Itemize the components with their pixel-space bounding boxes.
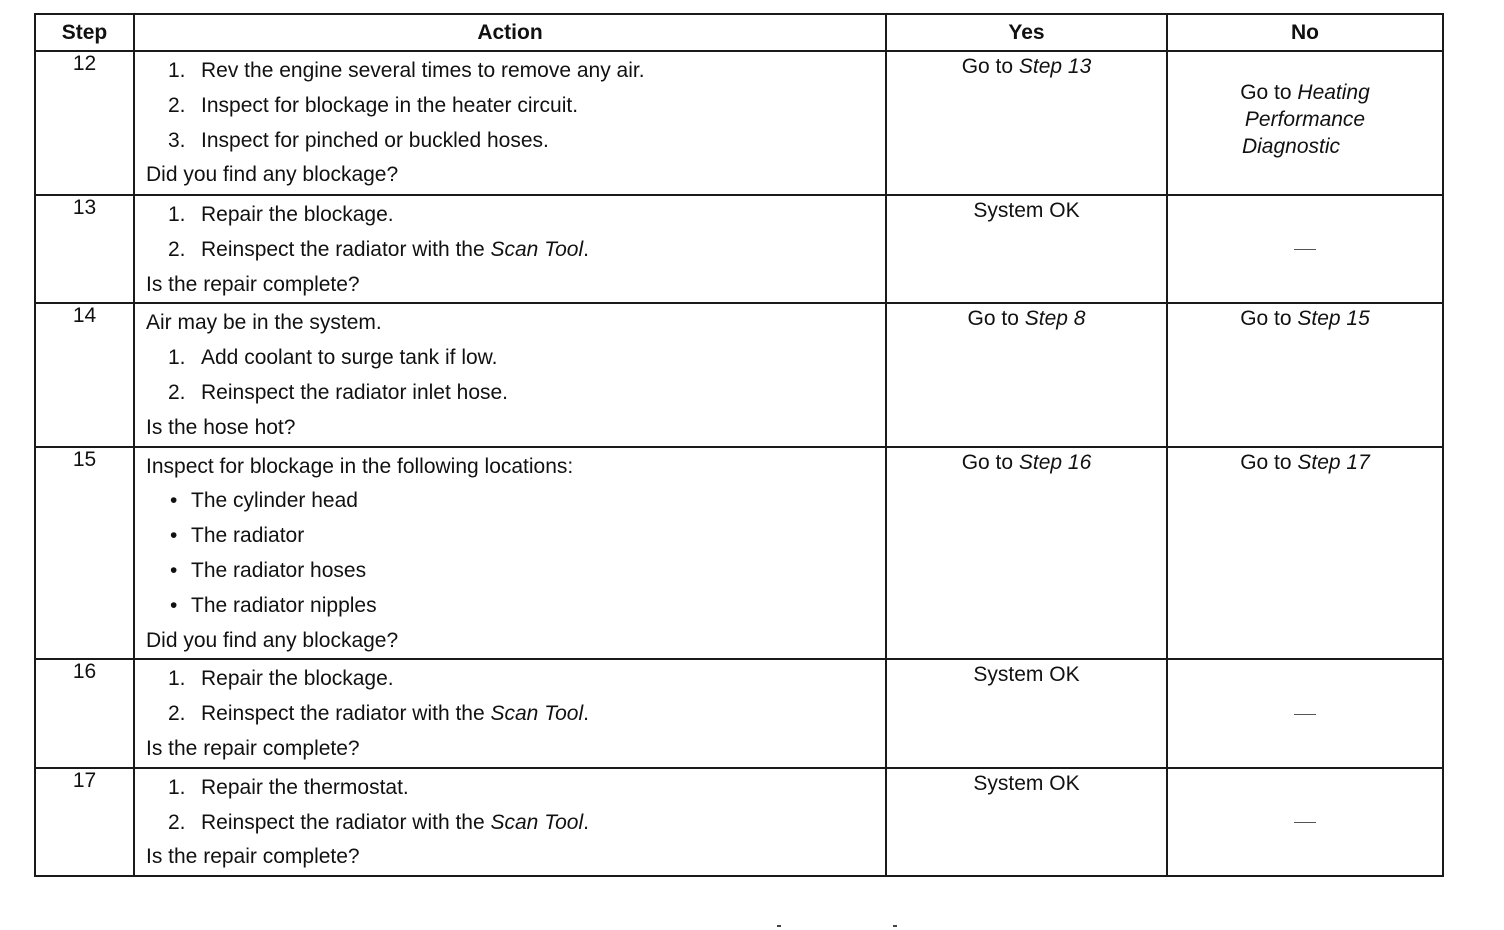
numbered-line: 2. Reinspect the radiator with the Scan Tool.	[168, 702, 589, 726]
bullet-item: • The radiator	[170, 524, 305, 548]
question: Is the repair complete?	[146, 272, 360, 296]
numbered-line: 1. Repair the blockage.	[168, 667, 394, 691]
question: Is the repair complete?	[146, 736, 360, 760]
table-row-step-13	[35, 195, 1443, 303]
action-cell	[134, 303, 886, 446]
numbered-line: 2. Reinspect the radiator with the Scan Tool.	[168, 810, 589, 834]
step-number: 16	[35, 659, 134, 767]
numbered-line: 1. Repair the thermostat.	[168, 775, 409, 799]
step-number: 13	[35, 195, 134, 303]
step-number: 17	[35, 768, 134, 876]
bullet-item: • The radiator nipples	[170, 593, 377, 617]
header-step: Step	[35, 14, 134, 51]
scan-speck	[777, 925, 781, 927]
bullet-item: • The cylinder head	[170, 489, 358, 513]
action-cell	[134, 659, 886, 767]
intro-line: Air may be in the system.	[146, 311, 382, 335]
header-yes: Yes	[886, 14, 1167, 51]
table-row-step-12	[35, 51, 1443, 195]
no-cell: Go to Heating Performance Diagnostic	[1167, 51, 1443, 195]
header-row	[35, 14, 1443, 51]
question: Did you find any blockage?	[146, 628, 399, 652]
table-row-step-15	[35, 447, 1443, 660]
no-cell: Go to Step 15	[1167, 303, 1443, 446]
action-cell	[134, 768, 886, 876]
yes-cell: Go to Step 8	[886, 303, 1167, 446]
dash-mark	[1294, 714, 1316, 715]
action-cell	[134, 195, 886, 303]
no-cell	[1167, 195, 1443, 303]
numbered-line: 2. Reinspect the radiator inlet hose.	[168, 380, 509, 404]
yes-cell: Go to Step 16	[886, 447, 1167, 660]
dash-mark	[1294, 822, 1316, 823]
bullet-item: • The radiator hoses	[170, 558, 367, 582]
numbered-line: 1. Repair the blockage.	[168, 203, 394, 226]
step-number: 15	[35, 447, 134, 660]
question: Is the hose hot?	[146, 415, 296, 439]
action-cell	[134, 51, 886, 195]
header-no: No	[1167, 14, 1443, 51]
numbered-line: 2. Reinspect the radiator with the Scan Tool.	[168, 237, 589, 261]
dash-mark	[1294, 249, 1316, 250]
no-cell: Go to Step 17	[1167, 447, 1443, 660]
action-cell	[134, 447, 886, 660]
no-cell	[1167, 768, 1443, 876]
numbered-line: 1. Rev the engine several times to remove any air.	[168, 59, 645, 82]
yes-cell: System OK	[886, 768, 1167, 876]
numbered-line: 3. Inspect for pinched or buckled hoses.	[168, 128, 549, 152]
scan-speck	[893, 925, 897, 927]
no-cell	[1167, 659, 1443, 767]
question: Did you find any blockage?	[146, 163, 399, 187]
intro-line: Inspect for blockage in the following locations:	[146, 454, 574, 478]
header-action: Action	[134, 14, 886, 51]
numbered-line: 2. Inspect for blockage in the heater circuit.	[168, 93, 579, 117]
yes-cell: System OK	[886, 659, 1167, 767]
yes-cell: Go to Step 13	[886, 51, 1167, 195]
table-row-step-14	[35, 303, 1443, 446]
table-row-step-17	[35, 768, 1443, 876]
step-number: 14	[35, 303, 134, 446]
question: Is the repair complete?	[146, 845, 360, 869]
step-number: 12	[35, 51, 134, 195]
table-row-step-16	[35, 659, 1443, 767]
yes-cell: System OK	[886, 195, 1167, 303]
numbered-line: 1. Add coolant to surge tank if low.	[168, 346, 498, 370]
diagnostic-table	[34, 13, 1444, 877]
